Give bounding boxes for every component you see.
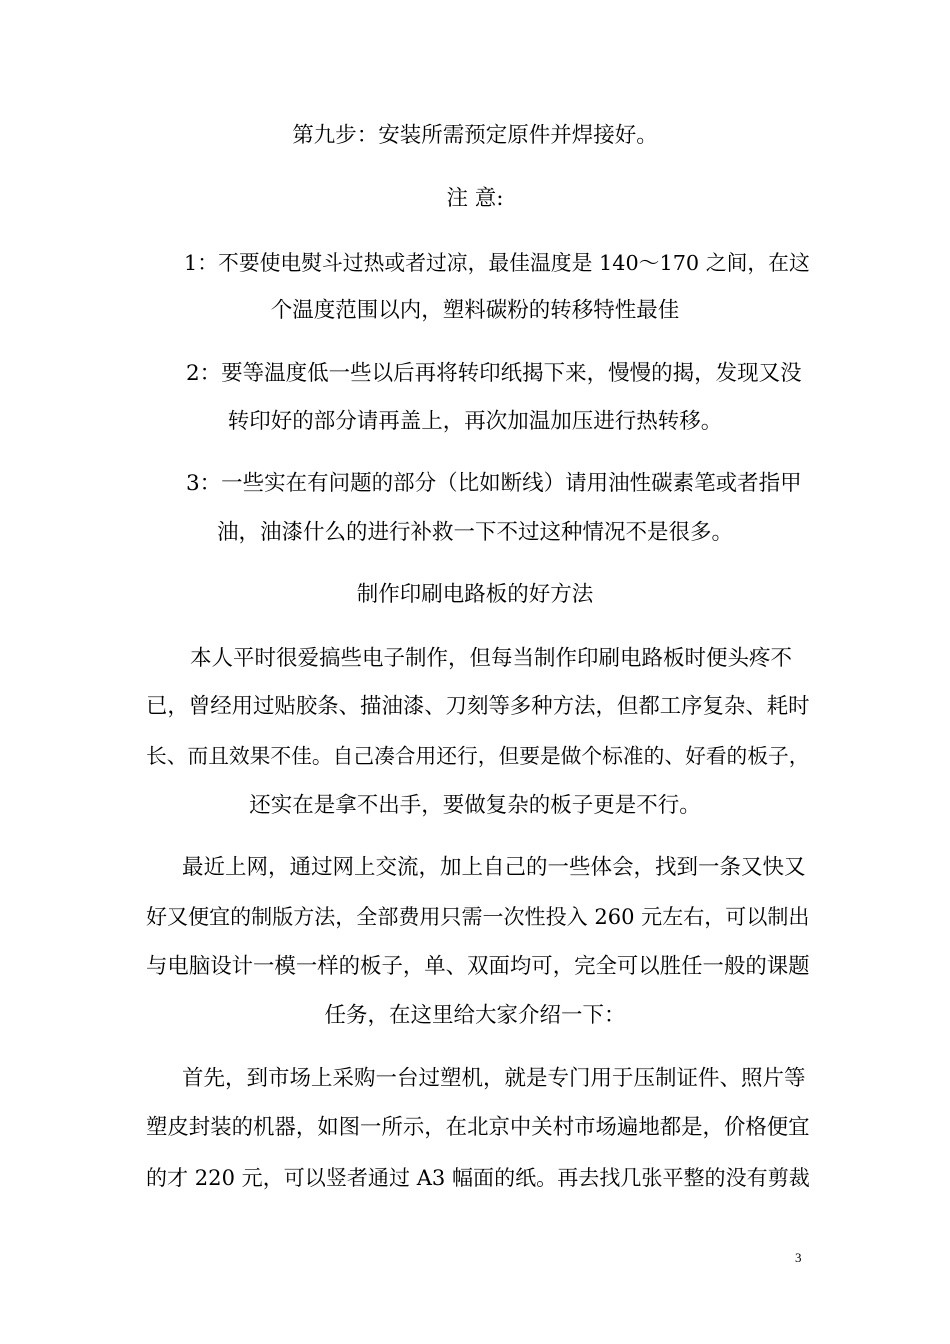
paragraph-1-line-3: 长、而且效果不佳。自己凑合用还行，但要是做个标准的、好看的板子， xyxy=(146,744,810,768)
paragraph-1-line-2: 已，曾经用过贴胶条、描油漆、刀刻等多种方法，但都工序复杂、耗时 xyxy=(146,694,810,719)
note-1-line-2: 个温度范围以内，塑料碳粉的转移特性最佳 xyxy=(270,298,680,323)
paragraph-3-line-2: 塑皮封装的机器，如图一所示，在北京中关村市场遍地都是，价格便宜 xyxy=(146,1115,810,1140)
note-2-line-1: 2：要等温度低一些以后再将转印纸揭下来，慢慢的揭，发现又没 xyxy=(186,361,802,386)
paragraph-2-line-1: 最近上网，通过网上交流，加上自己的一些体会，找到一条又快又 xyxy=(182,855,806,880)
note-3-line-1: 3：一些实在有问题的部分（比如断线）请用油性碳素笔或者指甲 xyxy=(186,471,802,496)
note-1-line-1: 1：不要使电熨斗过热或者过凉，最佳温度是 140～170 之间，在这 xyxy=(184,251,810,275)
note-3-line-2: 油，油漆什么的进行补救一下不过这种情况不是很多。 xyxy=(216,520,733,545)
page-number: 3 xyxy=(795,1250,802,1265)
paragraph-2-line-2: 好又便宜的制版方法，全部费用只需一次性投入 260 元左右，可以制出 xyxy=(146,904,810,929)
paragraph-1-line-4: 还实在是拿不出手，要做复杂的板子更是不行。 xyxy=(249,793,701,818)
paragraph-2-line-3: 与电脑设计一模一样的板子，单、双面均可，完全可以胜任一般的课题 xyxy=(146,954,810,979)
paragraph-2-line-4: 任务，在这里给大家介绍一下： xyxy=(324,1003,626,1028)
note-2-line-2: 转印好的部分请再盖上，再次加温加压进行热转移。 xyxy=(227,409,723,434)
article-title: 制作印刷电路板的好方法 xyxy=(356,582,594,607)
paragraph-3-line-1: 首先，到市场上采购一台过塑机，就是专门用于压制证件、照片等 xyxy=(182,1066,806,1091)
paragraph-3-line-3: 的才 220 元，可以竖者通过 A3 幅面的纸。再去找几张平整的没有剪裁 xyxy=(146,1165,810,1190)
paragraph-1-line-1: 本人平时很爱搞些电子制作，但每当制作印刷电路板时便头疼不 xyxy=(190,646,793,671)
notice-heading: 注 意: xyxy=(446,186,504,211)
step-heading: 第九步：安装所需预定原件并焊接好。 xyxy=(292,123,658,148)
